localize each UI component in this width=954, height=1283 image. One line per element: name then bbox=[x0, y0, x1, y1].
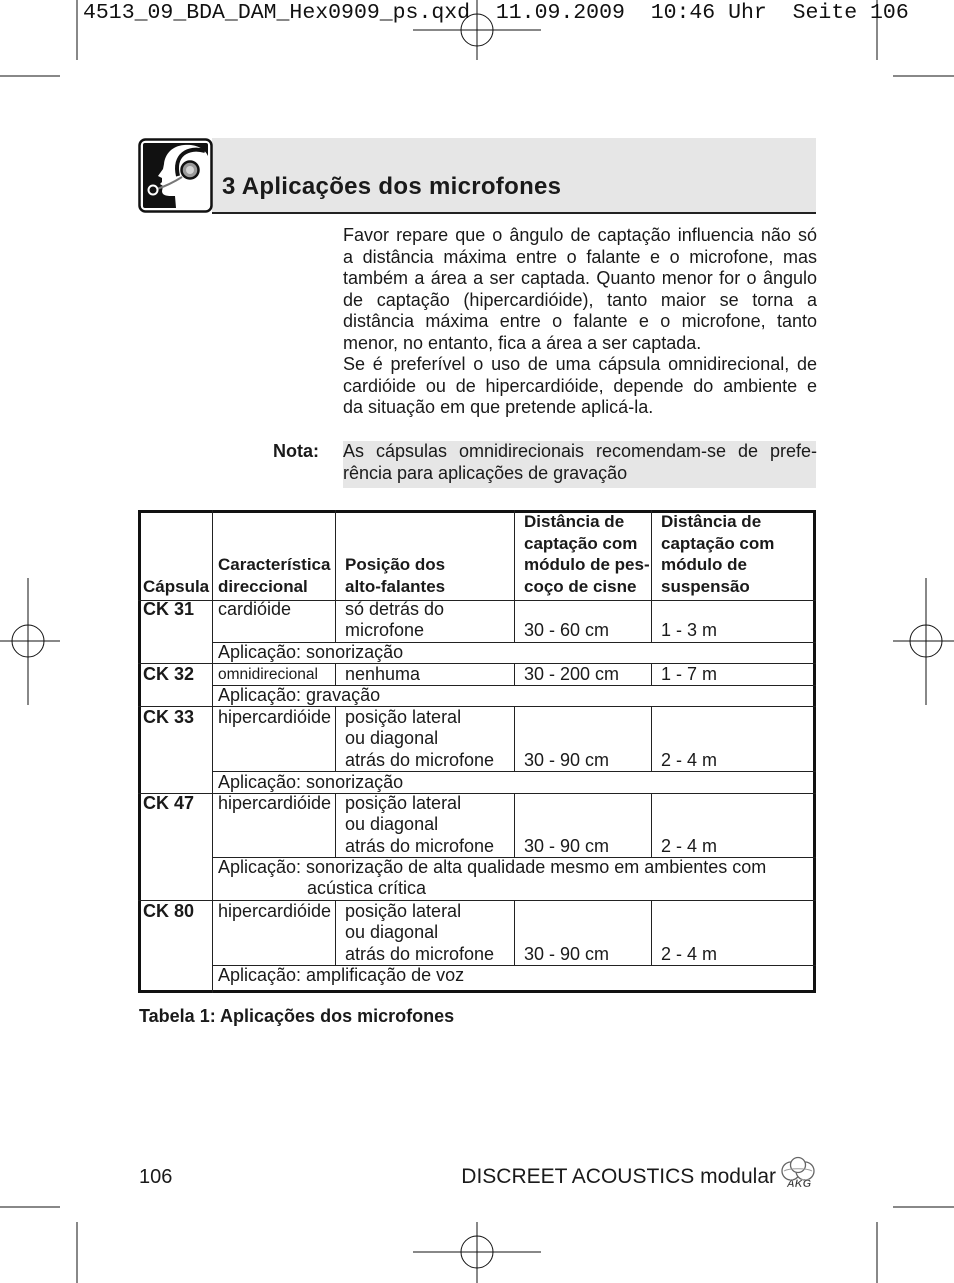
header-line: Cápsula bbox=[143, 576, 210, 596]
text-line: menor, no entanto, fica a área a ser captada. bbox=[343, 332, 702, 353]
application-cell: acústica crítica bbox=[307, 878, 427, 898]
akg-logo-icon bbox=[779, 1156, 817, 1190]
header-line: Distância de bbox=[524, 512, 625, 531]
crop-mark-bottom-left bbox=[0, 1207, 77, 1283]
logo-text: AKG bbox=[786, 1178, 812, 1190]
note-label: Nota: bbox=[273, 441, 319, 461]
table-column-rule bbox=[514, 900, 515, 965]
gooseneck-distance-cell: 30 - 90 cm bbox=[524, 749, 610, 770]
pattern-cell: cardióide bbox=[218, 598, 292, 619]
text-line: Favor repare que o ângulo de captação influencia não só bbox=[343, 225, 817, 245]
header-suspension-distance bbox=[661, 511, 811, 597]
section-title: 3 Aplicações dos microfones bbox=[222, 173, 562, 200]
header-line: Posição dos bbox=[345, 555, 446, 574]
suspension-distance-cell: 1 - 7 m bbox=[661, 663, 718, 684]
position-cell-line: atrás do microfone bbox=[345, 943, 495, 964]
text-line: também a área a ser captada. Quanto menor for o ângulo bbox=[343, 268, 817, 288]
header-pattern bbox=[218, 511, 334, 597]
gooseneck-distance-cell: 30 - 60 cm bbox=[524, 620, 610, 640]
position-cell-line: posição lateral bbox=[345, 900, 462, 921]
header-capsule bbox=[143, 511, 211, 597]
gooseneck-distance-cell: 30 - 90 cm bbox=[524, 835, 610, 856]
header-line: coço de cisne bbox=[524, 576, 637, 596]
header-line: suspensão bbox=[661, 576, 750, 596]
table-column-rule bbox=[651, 663, 652, 685]
position-cell-line: posição lateral bbox=[345, 706, 462, 727]
registration-mark-bottom bbox=[413, 1222, 541, 1283]
suspension-distance-cell: 2 - 4 m bbox=[661, 749, 718, 770]
application-cell: Aplicação: sonorização bbox=[218, 771, 404, 792]
crop-mark-top-left bbox=[0, 0, 77, 76]
header-position bbox=[345, 511, 513, 597]
header-line: captação com bbox=[661, 533, 775, 553]
table-column-rule bbox=[651, 900, 652, 965]
application-cell: Aplicação: sonorização bbox=[218, 641, 404, 662]
registration-mark-right bbox=[893, 578, 954, 705]
print-slug: 4513_09_BDA_DAM_Hex0909_ps.qxd 11.09.2009 10:46 Uhr Seite 106 bbox=[83, 1, 909, 25]
position-cell-line: nenhuma bbox=[345, 663, 421, 684]
applications-table bbox=[138, 510, 816, 993]
table-column-rule bbox=[335, 510, 336, 642]
header-line: Distância de bbox=[661, 512, 762, 531]
text-line: da situação em que pretende aplicá-la. bbox=[343, 397, 654, 417]
header-line: captação com bbox=[524, 533, 638, 553]
table-column-rule bbox=[335, 793, 336, 857]
text-line: a distância máxima entre o falante e o microfone, mas bbox=[343, 246, 817, 267]
position-cell-line: atrás do microfone bbox=[345, 835, 495, 856]
table-column-rule bbox=[514, 706, 515, 771]
capsule-cell: CK 31 bbox=[143, 598, 195, 619]
table-column-rule bbox=[651, 510, 652, 642]
table-column-rule bbox=[335, 706, 336, 771]
header-line: Característica bbox=[218, 555, 331, 574]
application-cell: Aplicação: amplificação de voz bbox=[218, 965, 465, 985]
position-cell-line: atrás do microfone bbox=[345, 749, 495, 770]
position-cell-line: microfone bbox=[345, 620, 425, 640]
gooseneck-distance-cell: 30 - 90 cm bbox=[524, 943, 610, 964]
suspension-distance-cell: 2 - 4 m bbox=[661, 835, 718, 856]
text-line: distância máxima entre o falante e o microfone, tanto bbox=[343, 311, 817, 331]
header-gooseneck-distance bbox=[524, 511, 650, 597]
suspension-distance-cell: 2 - 4 m bbox=[661, 943, 718, 964]
table-column-rule bbox=[651, 706, 652, 771]
crop-mark-top-right bbox=[877, 0, 954, 76]
capsule-cell: CK 32 bbox=[143, 663, 195, 684]
crop-mark-bottom-right bbox=[877, 1207, 954, 1283]
page-number: 106 bbox=[139, 1166, 173, 1188]
text-line: cardióide ou de hipercardióide, depende do ambiente e bbox=[343, 375, 817, 396]
position-cell-line: ou diagonal bbox=[345, 814, 439, 834]
table-column-rule bbox=[335, 900, 336, 965]
table-column-rule bbox=[514, 793, 515, 857]
table-column-rule bbox=[514, 510, 515, 642]
position-cell-line: ou diagonal bbox=[345, 922, 439, 942]
headphones-listener-icon bbox=[138, 138, 213, 213]
gooseneck-distance-cell: 30 - 200 cm bbox=[524, 663, 620, 684]
capsule-cell: CK 47 bbox=[143, 792, 195, 813]
text-line: Se é preferível o uso de uma cápsula omnidirecional, de bbox=[343, 354, 817, 374]
header-line: alto-falantes bbox=[345, 576, 446, 596]
pattern-cell: hipercardióide bbox=[218, 900, 332, 921]
table-column-rule bbox=[651, 793, 652, 857]
capsule-cell: CK 33 bbox=[143, 706, 195, 727]
table-column-rule bbox=[212, 510, 213, 993]
note-text-line: As cápsulas omnidirecionais recomendam-se de prefe- bbox=[343, 441, 817, 461]
text-line: de captação (hipercardióide), tanto maior se torna a bbox=[343, 289, 817, 310]
pattern-cell: omnidirecional bbox=[218, 666, 318, 683]
application-cell: Aplicação: gravação bbox=[218, 684, 381, 705]
position-cell-line: só detrás do bbox=[345, 598, 445, 619]
header-line: módulo de bbox=[661, 555, 747, 574]
position-cell-line: posição lateral bbox=[345, 792, 462, 813]
registration-mark-left bbox=[0, 578, 60, 705]
header-line: direccional bbox=[218, 576, 308, 596]
position-cell-line: ou diagonal bbox=[345, 728, 439, 748]
pattern-cell: hipercardióide bbox=[218, 792, 332, 813]
capsule-cell: CK 80 bbox=[143, 900, 195, 921]
application-cell: Aplicação: sonorização de alta qualidade mesmo em ambientes com bbox=[218, 856, 767, 877]
product-name: DISCREET ACOUSTICS modular bbox=[461, 1165, 776, 1188]
table-column-rule bbox=[514, 663, 515, 685]
section-header-rule bbox=[212, 212, 816, 214]
table-column-rule bbox=[335, 663, 336, 685]
table-caption: Tabela 1: Aplicações dos microfones bbox=[139, 1006, 455, 1026]
pattern-cell: hipercardióide bbox=[218, 706, 332, 727]
registration-mark-top bbox=[413, 0, 541, 60]
note-text-line: rência para aplicações de gravação bbox=[343, 462, 628, 483]
header-line: módulo de pes- bbox=[524, 555, 650, 574]
suspension-distance-cell: 1 - 3 m bbox=[661, 620, 718, 640]
